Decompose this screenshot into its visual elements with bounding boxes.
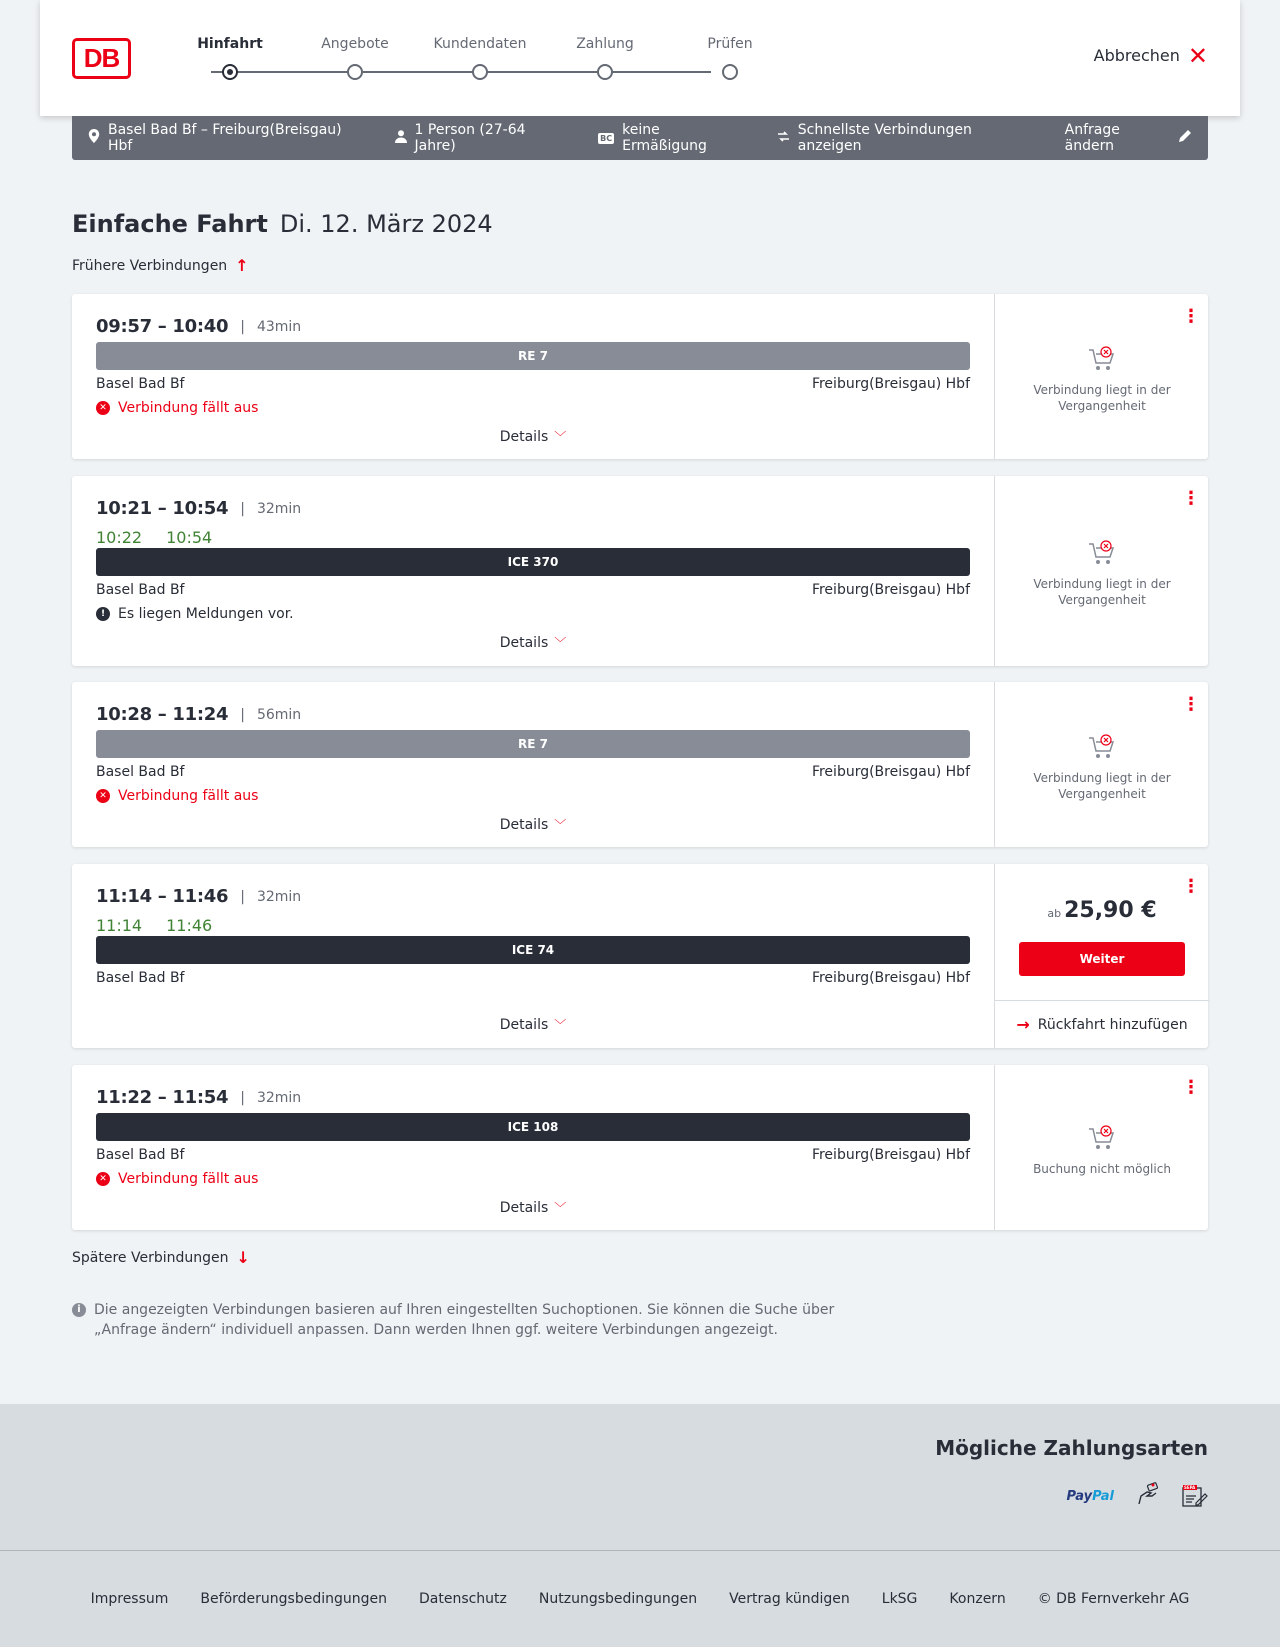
summary-passengers <box>395 122 567 154</box>
time-row <box>96 498 301 519</box>
separator: | <box>240 318 245 335</box>
stations <box>96 582 970 598</box>
departure-arrival-time: 11:14 – 11:46 <box>96 886 229 907</box>
chevron-down-icon: ﹀ <box>554 430 567 444</box>
chevron-down-icon: ﹀ <box>554 818 567 832</box>
cancel-circle-icon: ✕ <box>96 1172 110 1186</box>
connection-offer <box>994 476 1208 666</box>
arrow-right-icon: → <box>1016 1015 1030 1034</box>
stations <box>96 764 970 780</box>
train-bar: ICE 74 <box>96 936 970 964</box>
paypal-text-pay: Pay <box>1066 1488 1093 1504</box>
arrow-up-icon: ↑ <box>235 256 249 275</box>
payment-methods-section <box>0 1404 1280 1550</box>
details-toggle[interactable] <box>72 816 994 833</box>
time-row <box>96 704 301 725</box>
summary-route <box>88 122 363 154</box>
summary-fastest[interactable] <box>777 122 1033 154</box>
alert-circle-icon: ! <box>96 607 110 621</box>
cart-unavailable-icon <box>1087 540 1117 566</box>
summary-discount <box>598 122 745 154</box>
separator: | <box>240 706 245 723</box>
more-options-icon[interactable]: ⋮ <box>1182 306 1200 327</box>
step-pruefen <box>670 36 790 80</box>
footer-link-vertrag-kuendigen[interactable]: Vertrag kündigen <box>729 1591 850 1607</box>
connection-offer <box>994 682 1208 847</box>
later-connections-link[interactable] <box>72 1248 250 1267</box>
unavailable-box <box>995 346 1209 414</box>
cancellation-message <box>96 1171 258 1187</box>
route-text: Basel Bad Bf – Freiburg(Breisgau) Hbf <box>108 122 342 154</box>
credit-card-hand-icon <box>1136 1482 1160 1510</box>
connection-main <box>72 864 994 1048</box>
cart-unavailable-icon <box>1087 734 1117 760</box>
details-toggle[interactable] <box>72 1016 994 1033</box>
price: 25,90 € <box>1064 898 1157 923</box>
earlier-connections-link[interactable] <box>72 256 249 275</box>
connection-card <box>72 294 1208 459</box>
message-text: Verbindung fällt aus <box>118 1171 259 1187</box>
connection-card <box>72 682 1208 847</box>
unavailable-box <box>995 734 1209 802</box>
footer-link-impressum[interactable]: Impressum <box>90 1591 169 1607</box>
step-dot-active <box>222 64 238 80</box>
chevron-down-icon: ﹀ <box>554 1018 567 1032</box>
connection-card <box>72 1065 1208 1230</box>
train-bar: ICE 370 <box>96 548 970 576</box>
realtime-row <box>96 916 212 935</box>
step-dot <box>722 64 738 80</box>
departure-arrival-time: 11:22 – 11:54 <box>96 1087 229 1108</box>
info-note-text: Die angezeigten Verbindungen basieren auf Ihren eingestellten Suchoptionen. Sie können die Suche über „Anfrage ändern“ individuell anpassen. Dann werden Ihnen ggf. weitere Verbindungen angezeigt. <box>94 1302 835 1338</box>
trip-date: Di. 12. März 2024 <box>279 210 493 238</box>
cancel-label: Abbrechen <box>1093 46 1180 65</box>
page-title <box>72 210 493 238</box>
to-station: Freiburg(Breisgau) Hbf <box>811 376 970 392</box>
discount-text: keine Ermäßigung <box>622 122 707 154</box>
progress-stepper <box>170 36 830 86</box>
sepa-text: SEPA <box>1184 1485 1196 1490</box>
more-options-icon[interactable]: ⋮ <box>1182 1077 1200 1098</box>
add-return-trip-button[interactable] <box>995 1000 1209 1048</box>
stations <box>96 376 970 392</box>
options-icon <box>777 131 790 146</box>
footer-link-konzern[interactable]: Konzern <box>949 1591 1006 1607</box>
info-icon: i <box>72 1303 86 1317</box>
details-label: Details <box>499 635 549 651</box>
duration: 56min <box>256 706 302 723</box>
step-dot <box>347 64 363 80</box>
payment-icons <box>1067 1482 1208 1510</box>
separator: | <box>240 888 245 905</box>
unavailable-box <box>995 540 1209 608</box>
step-hinfahrt <box>170 36 290 80</box>
departure-arrival-time: 09:57 – 10:40 <box>96 316 229 337</box>
trip-type: Einfache Fahrt <box>72 210 268 238</box>
stations <box>96 970 970 986</box>
price-box <box>995 898 1209 923</box>
from-station: Basel Bad Bf <box>96 970 185 986</box>
connection-main <box>72 1065 994 1230</box>
close-icon: ✕ <box>1187 41 1208 70</box>
unavailable-box <box>995 1125 1209 1177</box>
to-station: Freiburg(Breisgau) Hbf <box>811 764 970 780</box>
add-return-label: Rückfahrt hinzufügen <box>1037 1016 1188 1033</box>
duration: 32min <box>256 500 302 517</box>
to-station: Freiburg(Breisgau) Hbf <box>811 1147 970 1163</box>
step-dot <box>597 64 613 80</box>
footer-links <box>0 1550 1280 1647</box>
info-message <box>96 606 294 622</box>
step-label: Angebote <box>321 36 389 52</box>
passengers-text: 1 Person (27-64 Jahre) <box>414 122 526 154</box>
from-station: Basel Bad Bf <box>96 764 185 780</box>
details-toggle[interactable] <box>72 428 994 445</box>
cancel-circle-icon: ✕ <box>96 401 110 415</box>
duration: 43min <box>256 318 302 335</box>
paypal-icon <box>1067 1489 1114 1504</box>
connection-card <box>72 864 1208 1048</box>
unavailable-text: Verbindung liegt in der Vergangenheit <box>1033 771 1171 801</box>
arrow-down-icon: ↓ <box>236 1248 250 1267</box>
train-bar: RE 7 <box>96 730 970 758</box>
fastest-text: Schnellste Verbindungen anzeigen <box>797 122 972 154</box>
unavailable-text: Buchung nicht möglich <box>1033 1162 1171 1176</box>
separator: | <box>240 500 245 517</box>
time-row <box>96 316 301 337</box>
duration: 32min <box>256 1089 302 1106</box>
message-text: Verbindung fällt aus <box>118 788 259 804</box>
cancel-button[interactable] <box>1093 41 1208 70</box>
train-bar: RE 7 <box>96 342 970 370</box>
chevron-down-icon: ﹀ <box>554 636 567 650</box>
change-request-label: Anfrage ändern <box>1064 122 1120 154</box>
separator: | <box>240 1089 245 1106</box>
step-kundendaten <box>420 36 540 80</box>
cart-unavailable-icon <box>1087 346 1117 372</box>
to-station: Freiburg(Breisgau) Hbf <box>811 970 970 986</box>
footer-link-datenschutz[interactable]: Datenschutz <box>418 1591 507 1607</box>
footer-link-lksg[interactable]: LkSG <box>881 1591 918 1607</box>
duration: 32min <box>256 888 302 905</box>
unavailable-text: Verbindung liegt in der Vergangenheit <box>1033 383 1171 413</box>
to-station: Freiburg(Breisgau) Hbf <box>811 582 970 598</box>
cancellation-message <box>96 400 258 416</box>
continue-button[interactable]: Weiter <box>1019 942 1185 976</box>
from-station: Basel Bad Bf <box>96 582 185 598</box>
paypal-text-pal: Pal <box>1092 1488 1114 1504</box>
connection-offer <box>994 864 1208 1048</box>
person-icon <box>395 130 407 147</box>
connection-offer <box>994 294 1208 459</box>
details-label: Details <box>499 429 549 445</box>
realtime-row <box>96 528 212 547</box>
details-label: Details <box>499 817 549 833</box>
details-label: Details <box>499 1017 549 1033</box>
connection-card <box>72 476 1208 666</box>
realtime-arrival: 11:46 <box>166 916 213 935</box>
earlier-connections-label: Frühere Verbindungen <box>72 257 228 274</box>
cancel-circle-icon: ✕ <box>96 789 110 803</box>
payment-methods-title: Mögliche Zahlungsarten <box>935 1436 1208 1460</box>
departure-arrival-time: 10:28 – 11:24 <box>96 704 229 725</box>
connection-main <box>72 682 994 847</box>
time-row <box>96 886 301 907</box>
connection-main <box>72 294 994 459</box>
search-info-note <box>72 1300 852 1340</box>
step-label: Kundendaten <box>433 36 527 52</box>
step-label: Zahlung <box>576 36 634 52</box>
realtime-departure: 11:14 <box>96 916 143 935</box>
sepa-icon <box>1182 1484 1208 1508</box>
change-request-button[interactable] <box>1065 122 1192 154</box>
stations <box>96 1147 970 1163</box>
details-label: Details <box>499 1200 549 1216</box>
later-connections-label: Spätere Verbindungen <box>72 1249 229 1266</box>
details-toggle[interactable] <box>72 634 994 651</box>
price-prefix: ab <box>1047 907 1062 920</box>
connection-offer <box>994 1065 1208 1230</box>
message-text: Es liegen Meldungen vor. <box>118 606 294 622</box>
departure-arrival-time: 10:21 – 10:54 <box>96 498 229 519</box>
footer-link-nutzungsbedingungen[interactable]: Nutzungsbedingungen <box>538 1591 698 1607</box>
step-label: Hinfahrt <box>197 36 263 52</box>
time-row <box>96 1087 301 1108</box>
header <box>40 0 1240 116</box>
step-dot <box>472 64 488 80</box>
db-logo[interactable]: DB <box>72 38 131 79</box>
connection-main <box>72 476 994 666</box>
bahncard-icon: BC <box>600 133 613 143</box>
unavailable-text: Verbindung liegt in der Vergangenheit <box>1033 577 1171 607</box>
chevron-down-icon: ﹀ <box>554 1201 567 1215</box>
cancellation-message <box>96 788 258 804</box>
message-text: Verbindung fällt aus <box>118 400 259 416</box>
realtime-arrival: 10:54 <box>166 528 213 547</box>
pencil-icon <box>1178 129 1192 147</box>
step-zahlung <box>545 36 665 80</box>
train-bar: ICE 108 <box>96 1113 970 1141</box>
more-options-icon[interactable]: ⋮ <box>1182 694 1200 715</box>
search-summary-bar <box>72 116 1208 160</box>
step-angebote <box>295 36 415 80</box>
from-station: Basel Bad Bf <box>96 1147 185 1163</box>
more-options-icon[interactable]: ⋮ <box>1182 876 1200 897</box>
from-station: Basel Bad Bf <box>96 376 185 392</box>
footer-link-befoerderungsbedingungen[interactable]: Beförderungsbedingungen <box>200 1591 387 1607</box>
footer-copyright: © DB Fernverkehr AG <box>1037 1591 1190 1607</box>
details-toggle[interactable] <box>72 1199 994 1216</box>
more-options-icon[interactable]: ⋮ <box>1182 488 1200 509</box>
location-pin-icon <box>88 129 100 147</box>
step-label: Prüfen <box>707 36 753 52</box>
realtime-departure: 10:22 <box>96 528 143 547</box>
cart-unavailable-icon <box>1087 1125 1117 1151</box>
